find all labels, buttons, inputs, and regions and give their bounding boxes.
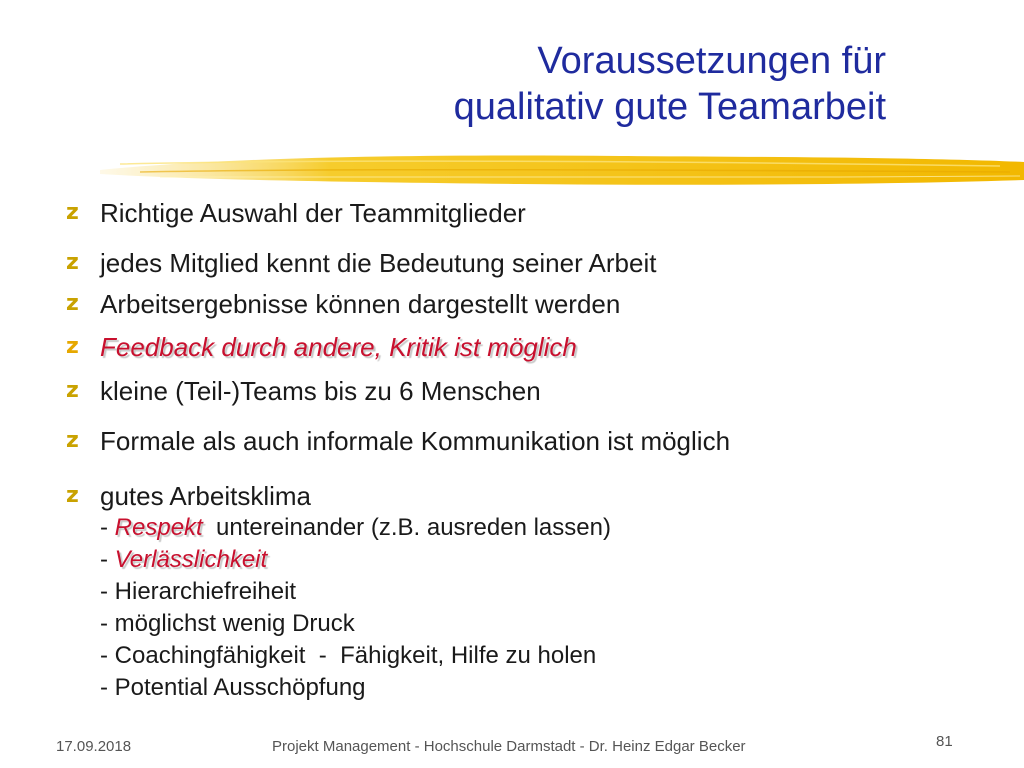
bullet-text: Formale als auch informale Kommunikation ist möglich bbox=[100, 426, 731, 456]
bullet-icon: z bbox=[66, 428, 79, 453]
sub-item-text: untereinander (z.B. ausreden lassen) bbox=[202, 514, 611, 541]
bullet-item-6 bbox=[66, 425, 730, 457]
bullet-icon: z bbox=[66, 334, 79, 359]
bullet-icon: z bbox=[66, 378, 79, 403]
bullet-item-5 bbox=[66, 375, 541, 407]
bullet-item-7 bbox=[66, 480, 611, 704]
sub-item-respekt bbox=[100, 512, 611, 544]
bullet-item-4 bbox=[66, 331, 577, 363]
bullet-text: kleine (Teil-)Teams bis zu 6 Menschen bbox=[100, 376, 541, 406]
footer-date: 17.09.2018 bbox=[56, 738, 132, 755]
brush-stroke-divider bbox=[100, 150, 1024, 190]
slide-title bbox=[454, 38, 886, 130]
sub-item-prefix: - bbox=[100, 514, 115, 541]
footer-center-text: Projekt Management - Hochschule Darmstadt - Dr. Heinz Edgar Becker bbox=[272, 738, 746, 755]
bullet-icon: z bbox=[66, 483, 79, 508]
bullet-text: Arbeitsergebnisse können dargestellt werden bbox=[100, 289, 621, 319]
sub-item-highlight: Verlässlichkeit bbox=[114, 546, 268, 573]
sub-item-prefix: - bbox=[100, 546, 115, 573]
title-line-1: Voraussetzungen für bbox=[537, 40, 886, 82]
bullet-item-2 bbox=[66, 247, 656, 279]
page-number: 81 bbox=[936, 733, 953, 750]
title-line-2: qualitativ gute Teamarbeit bbox=[453, 86, 886, 128]
sub-item-highlight: Respekt bbox=[114, 514, 203, 541]
bullet-text: Richtige Auswahl der Teammitglieder bbox=[100, 198, 526, 228]
bullet-icon: z bbox=[66, 291, 79, 316]
sub-item-potential: - Potential Ausschöpfung bbox=[100, 674, 366, 701]
bullet-text: jedes Mitglied kennt die Bedeutung seiner Arbeit bbox=[100, 248, 657, 278]
bullet-text-highlight: Feedback durch andere, Kritik ist möglich bbox=[100, 332, 577, 362]
bullet-text: gutes Arbeitsklima bbox=[100, 481, 311, 511]
sub-item-druck: - möglichst wenig Druck bbox=[100, 610, 355, 637]
bullet-item-3 bbox=[66, 288, 620, 320]
sub-item-hierarchiefreiheit: - Hierarchiefreiheit bbox=[100, 578, 297, 605]
bullet-icon: z bbox=[66, 250, 79, 275]
sub-item-coaching: - Coachingfähigkeit - Fähigkeit, Hilfe zu holen bbox=[100, 642, 597, 669]
sub-item-verlaesslichkeit bbox=[100, 544, 611, 576]
bullet-item-1 bbox=[66, 197, 526, 229]
bullet-icon: z bbox=[66, 200, 79, 225]
